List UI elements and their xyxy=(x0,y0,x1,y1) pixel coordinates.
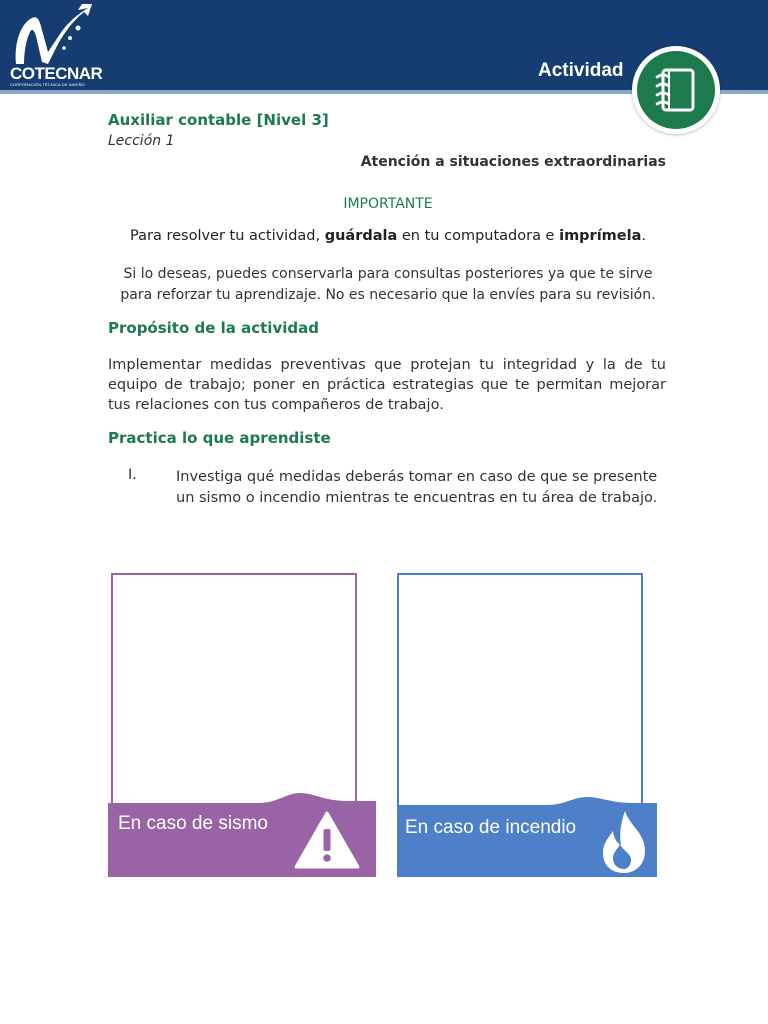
earthquake-label: En caso de sismo xyxy=(118,813,268,834)
earthquake-card xyxy=(108,571,376,877)
instruction-text xyxy=(0,228,768,244)
fire-answer-box[interactable] xyxy=(397,573,643,813)
warning-icon xyxy=(294,811,360,869)
practice-heading: Practica lo que aprendiste xyxy=(108,429,331,447)
note-line: para reforzar tu aprendizaje. No es necesario que la envíes para su revisión. xyxy=(120,287,656,303)
question-text: Investiga qué medidas deberás tomar en caso de que se presente un sismo o incendio mientras te encuentras en tu área de trabajo. xyxy=(176,469,658,506)
important-heading: IMPORTANTE xyxy=(343,196,433,212)
instruction-emphasis: guárdala xyxy=(324,228,398,244)
logo-subtitle: CORPORACIÓN TÉCNICA DE NARIÑO xyxy=(10,82,85,87)
question-number: I. xyxy=(128,467,137,483)
earthquake-label-band xyxy=(108,789,376,877)
note-text xyxy=(0,264,768,306)
instruction-emphasis: imprímela xyxy=(559,228,642,244)
fire-label: En caso de incendio xyxy=(405,817,577,838)
lesson-label: Lección 1 xyxy=(108,133,175,149)
earthquake-answer-box[interactable] xyxy=(111,573,357,813)
fire-icon xyxy=(599,809,649,875)
purpose-heading: Propósito de la actividad xyxy=(108,319,319,337)
section-title: Actividad xyxy=(538,60,624,81)
purpose-text: Implementar medidas preventivas que protejan tu integridad y la de tu equipo de trabajo; poner en práctica estrategias que te permitan mejorar tus relaciones con tus compañeros de trabajo. xyxy=(108,357,666,413)
fire-card xyxy=(395,571,657,877)
topic-title: Atención a situaciones extraordinarias xyxy=(360,154,666,170)
fire-label-band xyxy=(397,791,657,877)
note-line: Si lo deseas, puedes conservarla para consultas posteriores ya que te sirve xyxy=(123,266,653,282)
logo-wordmark: COTECNAR xyxy=(10,64,103,83)
instruction-part: en tu computadora e xyxy=(397,228,560,244)
course-title: Auxiliar contable [Nivel 3] xyxy=(108,111,329,129)
instruction-part: . xyxy=(641,228,646,244)
notebook-icon xyxy=(653,66,699,114)
activity-badge xyxy=(632,46,720,134)
instruction-part: Para resolver tu actividad, xyxy=(130,228,325,244)
